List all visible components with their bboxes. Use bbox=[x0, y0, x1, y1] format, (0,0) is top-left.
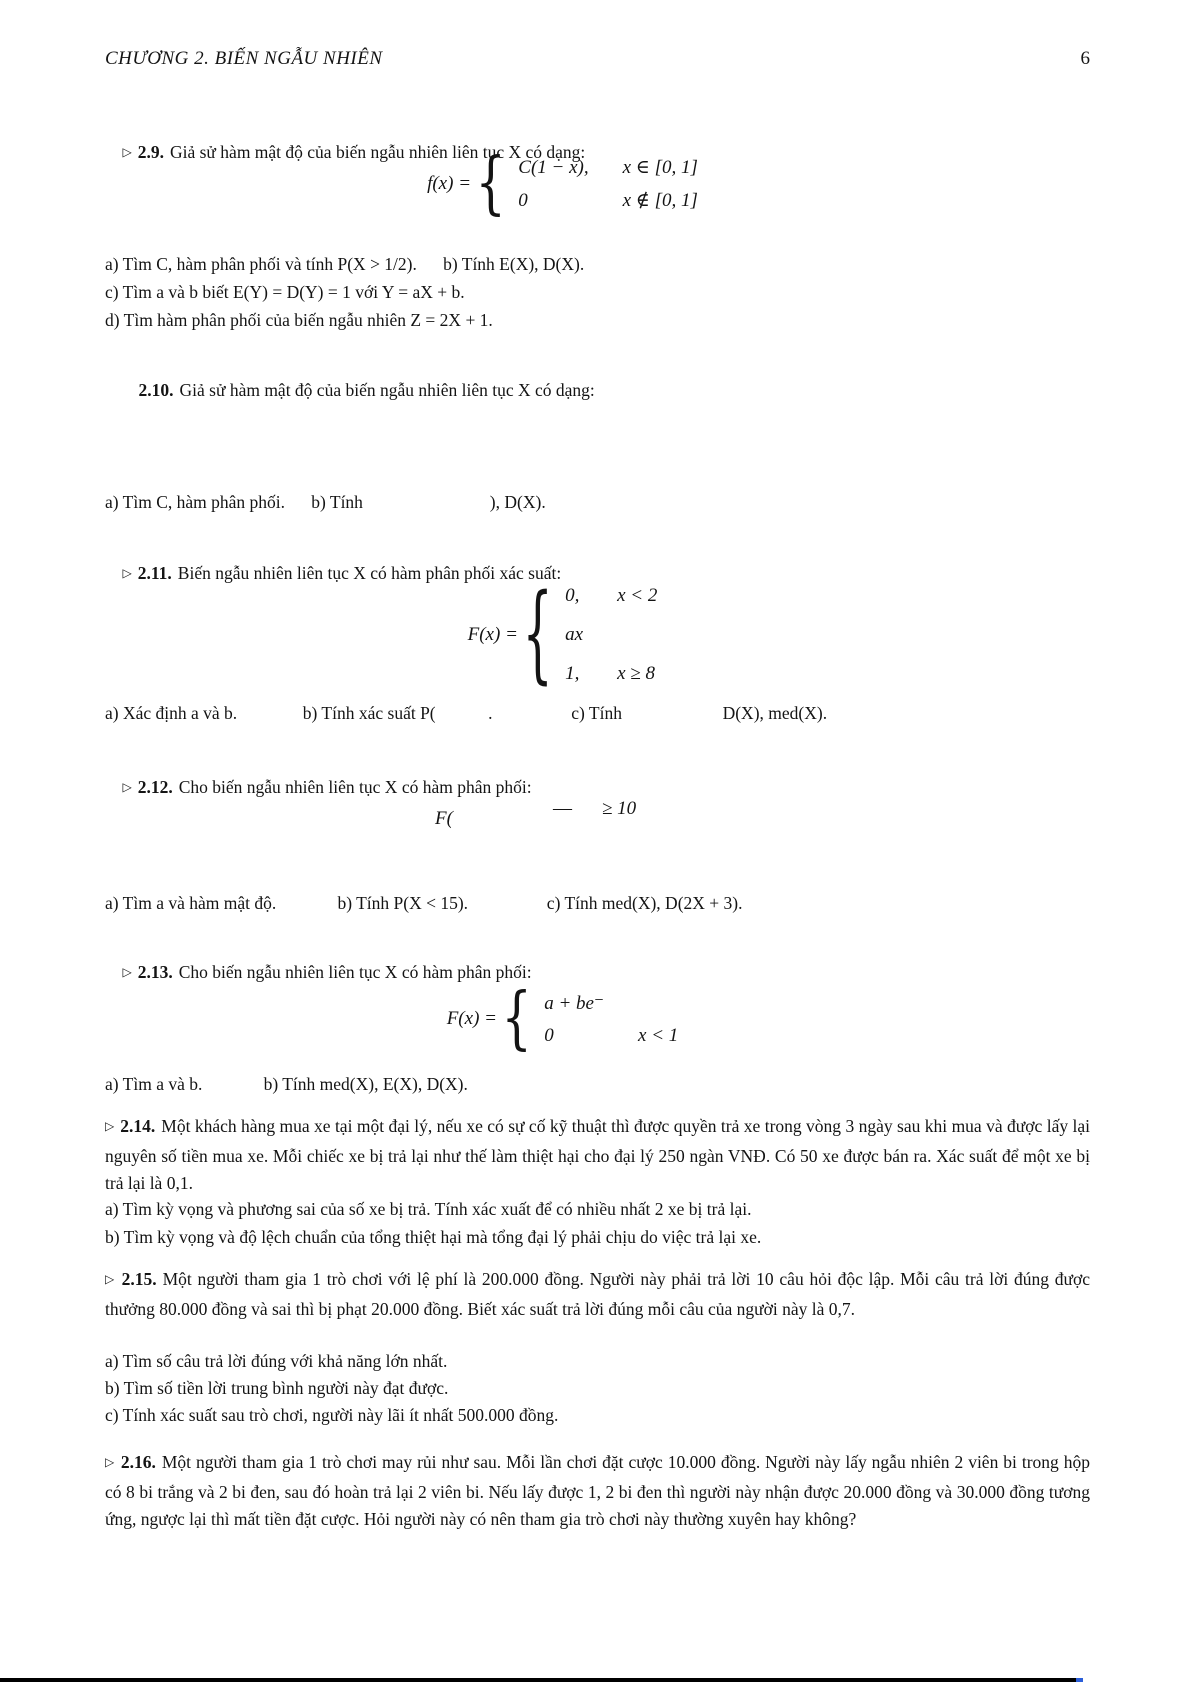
chapter-title: CHƯƠNG 2. BIẾN NGẪU NHIÊN bbox=[105, 48, 383, 69]
exercise-intro-text: Cho biến ngẫu nhiên liên tục X có hàm phân phối: bbox=[178, 962, 532, 982]
triangle-marker-icon: ▷ bbox=[105, 1455, 115, 1469]
exercise-intro-text: Giả sử hàm mật độ của biến ngẫu nhiên liên tục X có dạng: bbox=[179, 380, 595, 400]
bottom-divider bbox=[0, 1678, 1076, 1682]
case-cond: x ∉ [0, 1] bbox=[622, 190, 698, 211]
triangle-marker-icon: ▷ bbox=[122, 145, 132, 159]
exercise-intro-text: Cho biến ngẫu nhiên liên tục X có hàm phân phối: bbox=[178, 777, 532, 797]
formula-cases bbox=[544, 992, 678, 1047]
exercise-number: 2.16. bbox=[120, 1452, 156, 1472]
exercise-2-9-parts bbox=[105, 250, 1090, 334]
exercise-number: 2.15. bbox=[121, 1269, 157, 1289]
exercise-intro-text: Giả sử hàm mật độ của biến ngẫu nhiên liên tục X có dạng: bbox=[169, 142, 586, 162]
part-line: a) Tìm a và b. b) Tính med(X), E(X), D(X). bbox=[105, 1074, 468, 1094]
exercise-intro-text: Biến ngẫu nhiên liên tục X có hàm phân phối xác suất: bbox=[177, 563, 562, 583]
exercise-2-10-intro bbox=[121, 348, 1106, 432]
exercise-2-11-parts bbox=[105, 699, 1090, 727]
page-header bbox=[105, 48, 1090, 70]
part-line: d) Tìm hàm phân phối của biến ngẫu nhiên Z = 2X + 1. bbox=[105, 310, 493, 330]
part-line: a) Tìm số câu trả lời đúng với khả năng lớn nhất. bbox=[105, 1351, 448, 1371]
formula-cases bbox=[518, 156, 698, 212]
case-cond: x ∈ [0, 1] bbox=[622, 157, 698, 178]
case-expr: ax bbox=[565, 624, 584, 645]
triangle-marker-icon: ▷ bbox=[122, 780, 132, 794]
formula-wrap bbox=[446, 979, 679, 1058]
left-brace: { bbox=[501, 979, 532, 1058]
formula-lhs: F( bbox=[435, 808, 453, 829]
exercise-body-text: Một người tham gia 1 trò chơi may rủi như sau. Mỗi lần chơi đặt cược 10.000 đồng. Người này lấy ngẫu nhiên 2 viên bi trong hộp có 8 bi trắng và 2 bi đen, sau đó hoàn trả lại 2 viên bi. Nếu lấy được 1, 2 bi đen thì người này nhận được 20.000 đồng và 30.000 đồng tương ứng, ngược lại thì mất tiền đặt cược. Hỏi người này có nên tham gia trò chơi này thường xuyên hay không? bbox=[105, 1452, 1091, 1529]
exercise-2-14-parts bbox=[105, 1196, 1090, 1251]
exercise-2-16-paragraph bbox=[105, 1449, 1090, 1534]
exercise-2-12-parts bbox=[105, 889, 1090, 917]
exercise-number: 2.14. bbox=[120, 1116, 156, 1136]
part-line: a) Tìm a và hàm mật độ. b) Tính P(X < 15). c) Tính med(X), D(2X + 3). bbox=[105, 893, 743, 913]
case-expr: 0, bbox=[565, 585, 580, 606]
case-expr: 0 bbox=[544, 1024, 554, 1046]
case-expr: C(1 − x), bbox=[518, 156, 589, 178]
formula-2-9 bbox=[105, 144, 1090, 223]
part-line: a) Tìm C, hàm phân phối. b) Tính ), D(X). bbox=[105, 492, 546, 512]
exercise-number: 2.11. bbox=[137, 563, 172, 583]
exercise-2-13-parts bbox=[105, 1070, 1090, 1098]
triangle-marker-icon: ▷ bbox=[105, 1272, 116, 1286]
triangle-marker-icon: ▷ bbox=[122, 965, 132, 979]
part-line: b) Tìm kỳ vọng và độ lệch chuẩn của tổng thiệt hại mà tổng đại lý phải chịu do việc trả lại xe. bbox=[105, 1226, 762, 1247]
case-expr: 0 bbox=[518, 189, 528, 211]
case-cond: x ≥ 8 bbox=[617, 663, 655, 684]
formula-lhs: f(x) = bbox=[427, 173, 472, 194]
formula-lhs: F(x) = bbox=[467, 624, 518, 645]
part-line: c) Tìm a và b biết E(Y) = D(Y) = 1 với Y = aX + b. bbox=[105, 282, 465, 302]
formula-wrap bbox=[427, 144, 698, 223]
case-cond: ≥ 10 bbox=[601, 798, 637, 819]
case-expr: a + be⁻ bbox=[544, 992, 605, 1014]
exercise-2-14-paragraph bbox=[105, 1113, 1090, 1198]
part-line: a) Xác định a và b. b) Tính xác suất P( . c) Tính D(X), med(X). bbox=[105, 703, 828, 723]
formula-2-12-partial bbox=[105, 798, 1192, 829]
case-cond: x < 1 bbox=[638, 1024, 679, 1046]
exercise-2-15-paragraph bbox=[105, 1266, 1090, 1323]
exercise-number: 2.10. bbox=[138, 380, 174, 400]
exercise-number: 2.9. bbox=[137, 142, 164, 162]
part-line: b) Tìm số tiền lời trung bình người này đạt được. bbox=[105, 1378, 449, 1398]
bottom-divider-accent bbox=[1076, 1678, 1083, 1682]
case-expr: 1, bbox=[565, 663, 580, 684]
part-line: c) Tính xác suất sau trò chơi, người này lãi ít nhất 500.000 đồng. bbox=[105, 1405, 559, 1425]
formula-2-13 bbox=[105, 979, 1090, 1058]
case-cond: x < 2 bbox=[617, 585, 658, 606]
exercise-2-15-parts bbox=[105, 1348, 1090, 1429]
fraction-bar: — bbox=[552, 798, 572, 819]
part-line: a) Tìm C, hàm phân phối và tính P(X > 1/2). b) Tính E(X), D(X). bbox=[105, 254, 585, 274]
part-line: a) Tìm kỳ vọng và phương sai của số xe bị trả. Tính xác xuất để có nhiều nhất 2 xe bị trả lại. bbox=[105, 1199, 752, 1219]
formula-cases bbox=[565, 585, 657, 685]
formula-lhs: F(x) = bbox=[446, 1008, 497, 1029]
exercise-body-text: Một người tham gia 1 trò chơi với lệ phí là 200.000 đồng. Người này phải trả lời 10 câu hỏi độc lập. Mỗi câu trả lời đúng được thưởng 80.000 đồng và sai thì bị phạt 20.000 đồng. Biết xác suất trả lời đúng mỗi câu của người này là 0,7. bbox=[105, 1269, 1090, 1319]
formula-wrap bbox=[467, 573, 658, 696]
exercise-body-text: Một khách hàng mua xe tại một đại lý, nếu xe có sự cố kỹ thuật thì được quyền trả xe trong vòng 3 ngày sau khi mua và được lấy lại nguyên số tiền mua xe. Mỗi chiếc xe bị trả lại như thế làm thiệt hại cho đại lý 250 ngàn VNĐ. Có 50 xe được bán ra. Xác suất để một xe bị trả lại là 0,1. bbox=[105, 1116, 1090, 1193]
exercise-2-10-parts bbox=[105, 488, 1090, 516]
left-brace: { bbox=[475, 144, 506, 223]
triangle-marker-icon: ▷ bbox=[122, 566, 132, 580]
exercise-number: 2.12. bbox=[137, 777, 173, 797]
exercise-number: 2.13. bbox=[137, 962, 173, 982]
triangle-marker-icon: ▷ bbox=[105, 1119, 115, 1133]
page-number: 6 bbox=[1080, 48, 1090, 69]
formula-wrap bbox=[435, 798, 637, 829]
left-brace: { bbox=[522, 573, 553, 696]
